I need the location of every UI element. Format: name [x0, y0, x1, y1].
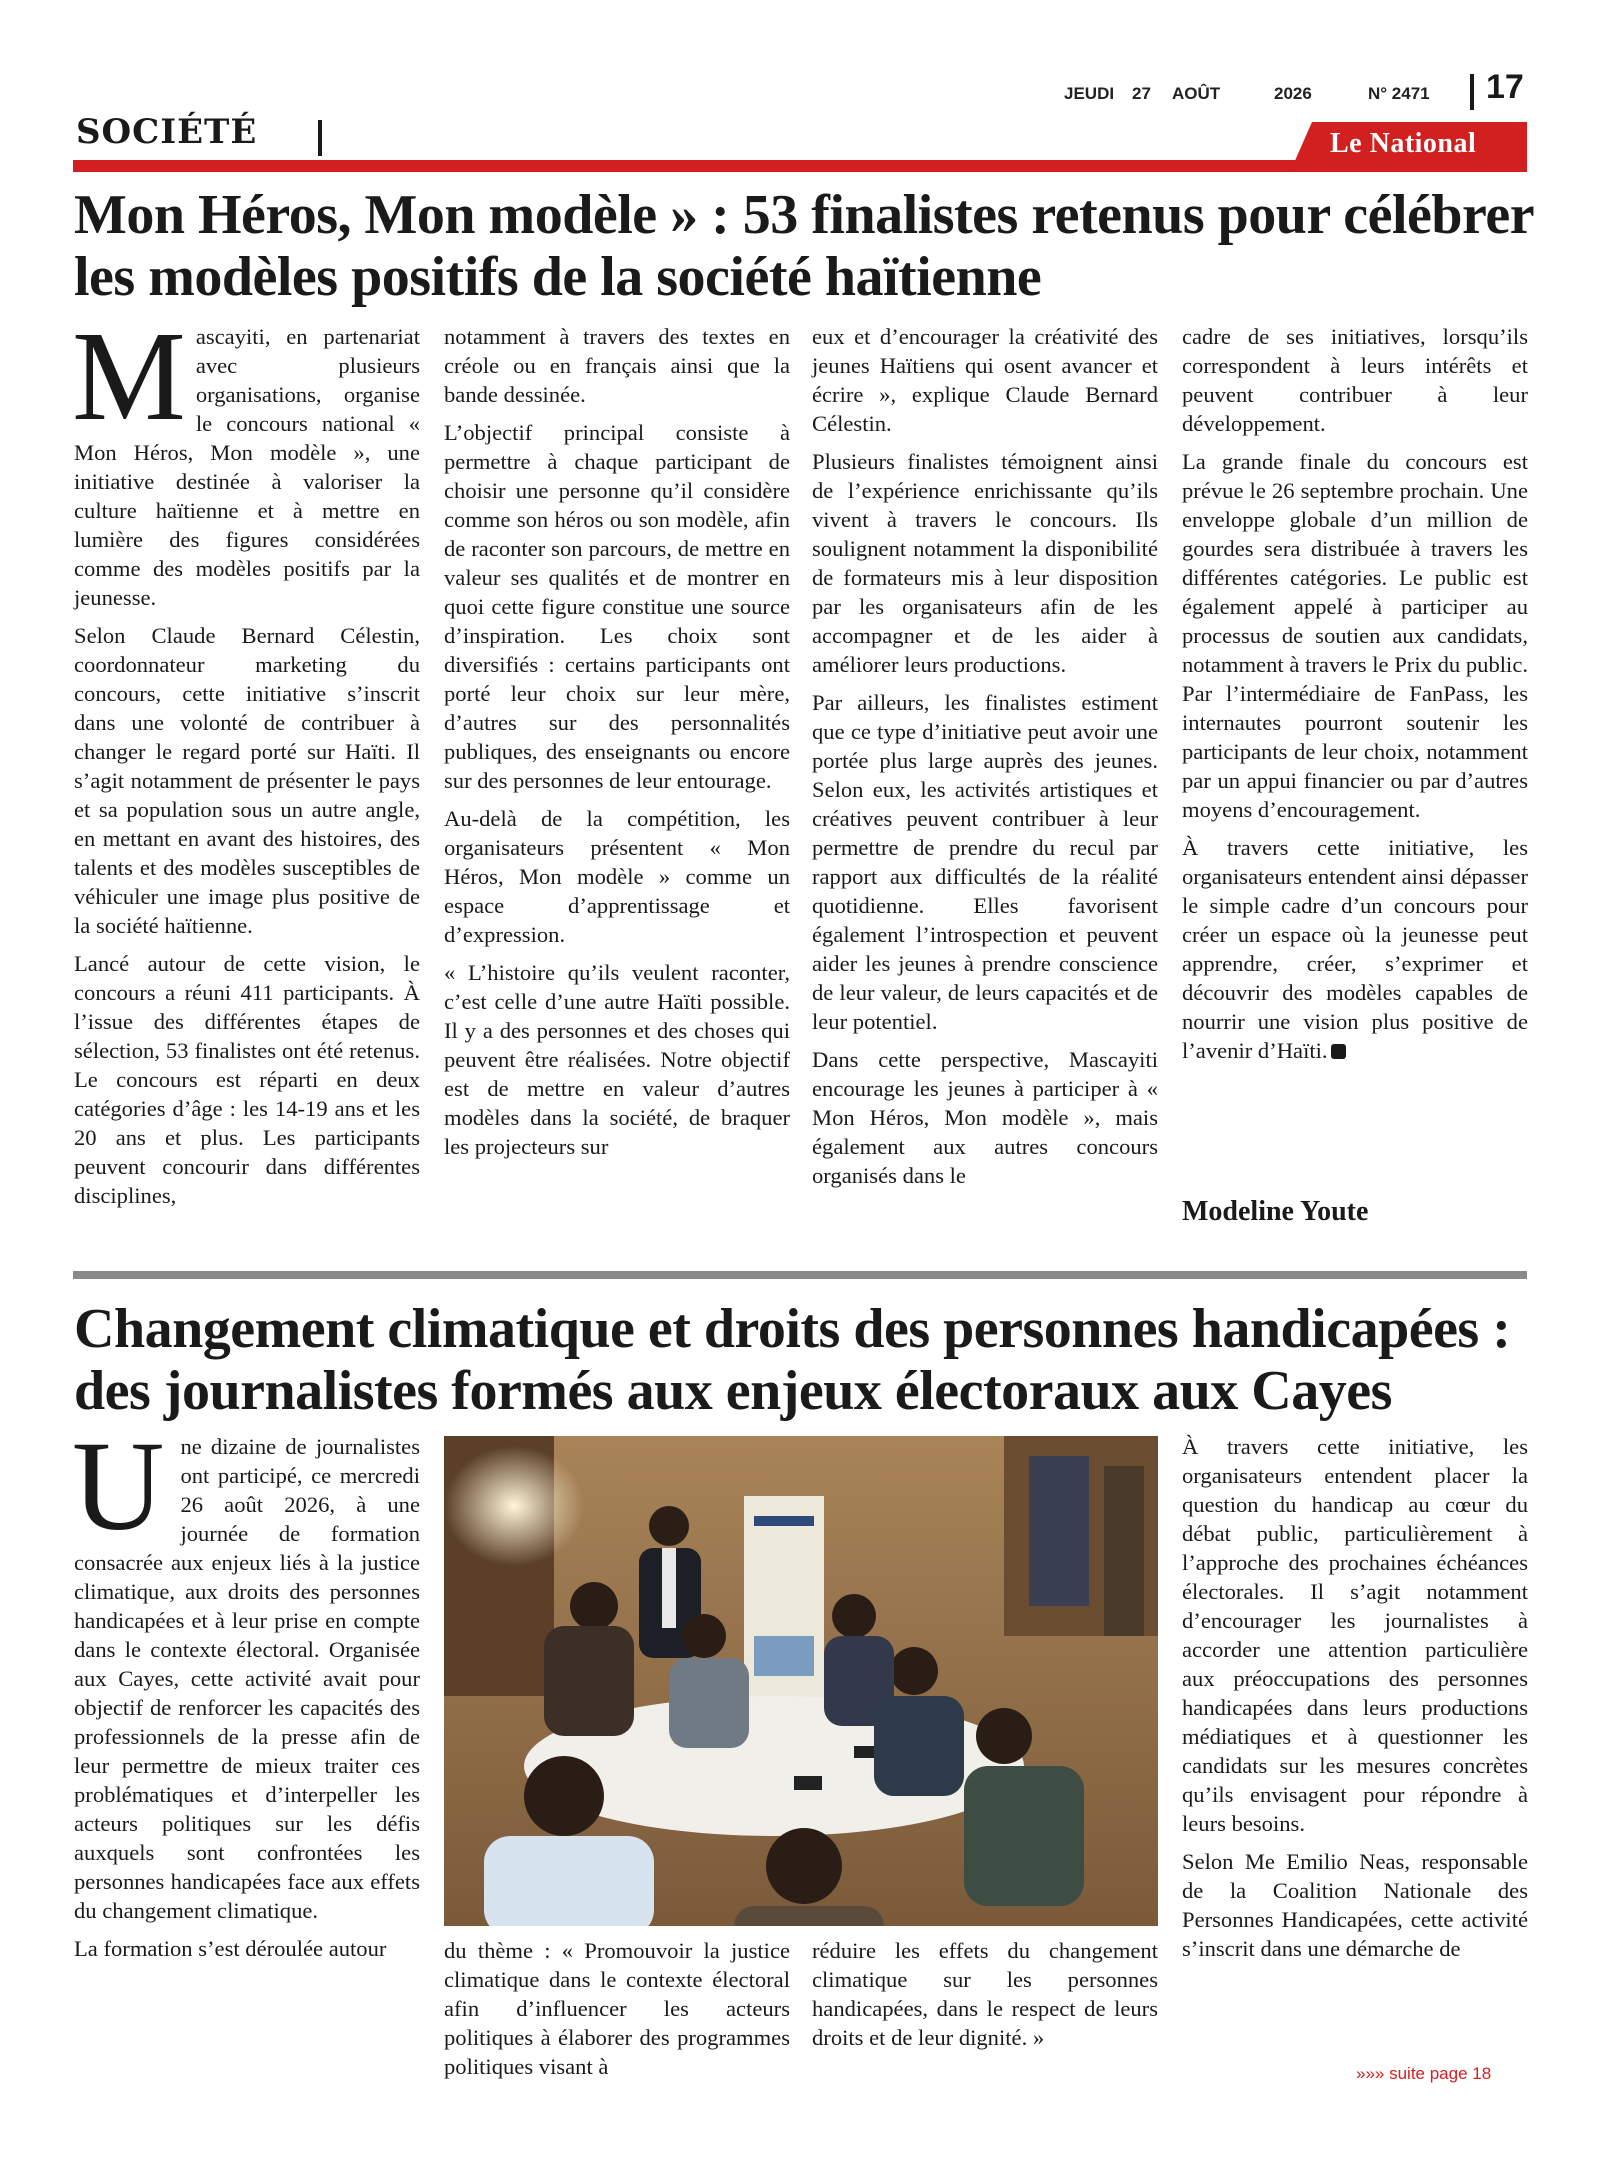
article1-column-3	[812, 322, 1158, 1199]
article1-headline	[74, 184, 1534, 308]
article1-paragraph: Selon Claude Bernard Célestin, coordonnateur marketing du concours, cette initiative s’inscrit dans une volonté de contribuer à changer le regard porté sur Haïti. Il s’agit notamment de présenter le pays et sa population sous un autre angle, en mettant en avant des histoires, des talents et des modèles susceptibles de véhiculer une image plus positive de la société haïtienne.	[74, 623, 420, 938]
page-number: 17	[1486, 68, 1524, 106]
date-day: JEUDI	[1064, 84, 1115, 103]
date-month: AOÛT	[1172, 84, 1221, 103]
article1-column-2	[444, 322, 790, 1170]
article1-headline-line2: les modèles positifs de la société haïtienne	[74, 246, 1042, 308]
article1-paragraph: Lancé autour de cette vision, le concours a réuni 411 participants. À l’issue des différentes étapes de sélection, 53 finalistes ont été retenus. Le concours est réparti en deux catégories d’âge : les 14-19 ans et les 20 ans et plus. Les participants peuvent concourir dans différentes disciplines,	[74, 951, 420, 1208]
article2-column-4	[1182, 1432, 1528, 1972]
article2-headline	[74, 1298, 1534, 1422]
newspaper-brand: Le National	[1330, 128, 1477, 159]
section-label: SOCIÉTÉ	[76, 112, 258, 152]
article2-column-1	[72, 1415, 420, 1972]
training-session-illustration	[444, 1436, 1158, 1926]
article1-paragraph: À travers cette initiative, les organisateurs entendent ainsi dépasser le simple cadre d’un concours pour créer un espace où la jeunesse peut apprendre, créer, s’exprimer et découvrir des modèles capables de nourrir une vision plus positive de l’avenir d’Haïti.	[1182, 835, 1528, 1063]
date-year: 2026	[1274, 84, 1312, 103]
article1-dropcap: M	[72, 305, 186, 447]
continued-on-page-link[interactable]: »»» suite page 18	[1356, 2064, 1492, 2083]
article2-headline-line1: Changement climatique et droits des personnes handicapées :	[74, 1298, 1511, 1360]
article1-paragraph: notamment à travers des textes en créole ou en français ainsi que la bande dessinée.	[444, 324, 790, 407]
article1-paragraph: Plusieurs finalistes témoignent ainsi de l’expérience enrichissante qu’ils vivent à travers le concours. Ils soulignent notamment la disponibilité de formateurs mis à leur disposition par les organisateurs afin de les accompagner et de les aider à améliorer leurs productions.	[812, 449, 1158, 677]
article2-column-2	[444, 1936, 790, 2090]
article2-headline-line2: des journalistes formés aux enjeux électoraux aux Cayes	[74, 1360, 1392, 1422]
article1-paragraph: La grande finale du concours est prévue le 26 septembre prochain. Une enveloppe globale d’un million de gourdes sera distribuée à travers les différentes catégories. Le public est également appelé à participer au processus de soutien aux candidats, notamment à travers le Prix du public. Par l’intermédiaire de FanPass, les internautes pourront soutenir les participants de leur choix, notamment par un appui financier ou par d’autres moyens d’encouragement.	[1182, 449, 1528, 822]
section-divider	[318, 120, 322, 156]
date-number: 27	[1132, 84, 1151, 103]
article-separator-rule	[73, 1271, 1527, 1279]
article1-headline-line1: Mon Héros, Mon modèle » : 53 finalistes retenus pour célébrer	[74, 184, 1535, 246]
article2-paragraph: Une dizaine de journalistes ont participé, ce mercredi 26 août 2026, à une journée de formation consacrée aux enjeux liés à la justice climatique, aux droits des personnes handicapées et à leur prise en compte dans le contexte électoral. Organisée aux Cayes, cette activité avait pour objectif de renforcer les capacités des professionnels de la presse afin de leur permettre de mieux traiter ces problématiques et d’interpeller les acteurs politiques sur les défis auxquels sont confrontées les personnes handicapées face aux effets du changement climatique.	[72, 1415, 420, 1923]
article1-column-4	[1182, 322, 1528, 1074]
article1-byline: Modeline Youte	[1182, 1196, 1369, 1227]
article1-column-1	[72, 305, 420, 1219]
article1-paragraph: Mascayiti, en partenariat avec plusieurs organisations, organise le concours national « Mon Héros, Mon modèle », une initiative destinée à valoriser la culture haïtienne et à mettre en lumière des figures considérées comme des modèles positifs par la jeunesse.	[72, 305, 420, 610]
article1-paragraph: cadre de ses initiatives, lorsqu’ils correspondent à leurs intérêts et peuvent contribuer à leur développement.	[1182, 324, 1528, 436]
article2-paragraph: La formation s’est déroulée autour	[74, 1936, 387, 1961]
article1-paragraph: L’objectif principal consiste à permettre à chaque participant de choisir une personne qu’il considère comme son héros ou son modèle, afin de raconter son parcours, de mettre en valeur ses qualités et de montrer en quoi cette figure constitue une source d’inspiration. Les choix sont diversifiés : certains participants ont porté leur choix sur leur mère, d’autres sur des personnalités publiques, des enseignants ou encore sur des personnes de leur entourage.	[444, 420, 790, 793]
article1-paragraph: Par ailleurs, les finalistes estiment que ce type d’initiative peut avoir une portée plus large auprès des jeunes. Selon eux, les activités artistiques et créatives peuvent contribuer à leur permettre de prendre du recul par rapport aux difficultés de la réalité quotidienne. Elles favorisent également l’introspection et peuvent aider les jeunes à prendre conscience de leur valeur, de leurs capacités et de leur potentiel.	[812, 690, 1158, 1034]
article2-paragraph: À travers cette initiative, les organisateurs entendent placer la question du handicap au cœur du débat public, particulièrement à l’approche des prochaines échéances électorales. Il s’agit notamment d’encourager les journalistes à accorder une attention particulière aux préoccupations des personnes handicapées dans leurs productions médiatiques et à questionner les candidats sur les mesures concrètes qu’ils envisagent pour répondre à leurs besoins.	[1182, 1434, 1528, 1836]
article1-paragraph: « L’histoire qu’ils veulent raconter, c’est celle d’une autre Haïti possible. Il y a des personnes et des choses qui peuvent être réalisées. Notre objectif est de mettre en valeur d’autres modèles dans la société, de braquer les projecteurs sur	[444, 960, 790, 1159]
article2-dropcap: U	[72, 1415, 165, 1557]
end-mark-icon	[1331, 1044, 1346, 1059]
article1-paragraph: Au-delà de la compétition, les organisateurs présentent « Mon Héros, Mon modèle » comme un espace d’apprentissage et d’expression.	[444, 806, 790, 947]
article1-paragraph: Dans cette perspective, Mascayiti encourage les jeunes à participer à « Mon Héros, Mon modèle », mais également aux autres concours organisés dans le	[812, 1047, 1158, 1188]
article2-column-3	[812, 1936, 1158, 2061]
article1-paragraph: eux et d’encourager la créativité des jeunes Haïtiens qui osent avancer et écrire », explique Claude Bernard Célestin.	[812, 324, 1158, 436]
page-number-divider	[1470, 74, 1474, 110]
training-session-photo	[444, 1436, 1158, 1926]
issue-number: N° 2471	[1368, 84, 1430, 103]
article2-paragraph: Selon Me Emilio Neas, responsable de la Coalition Nationale des Personnes Handicapées, cette activité s’inscrit dans une démarche de	[1182, 1849, 1528, 1961]
article2-paragraph: réduire les effets du changement climatique sur les personnes handicapées, dans le respect de leurs droits et de leur dignité. »	[812, 1938, 1158, 2050]
article2-paragraph: du thème : « Promouvoir la justice climatique dans le contexte électoral afin d’influencer les acteurs politiques à élaborer des programmes politiques visant à	[444, 1938, 790, 2079]
